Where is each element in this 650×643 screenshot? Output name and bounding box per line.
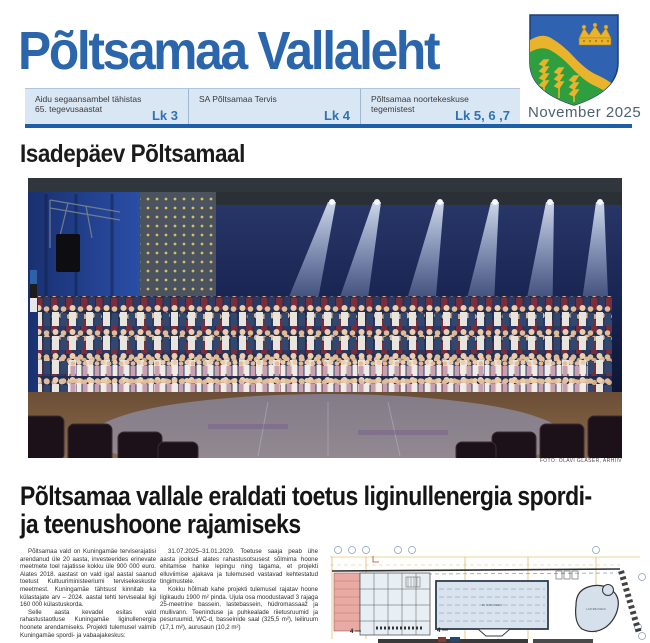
plan-mark: 4 <box>437 628 441 634</box>
teaser-text: Põltsamaa noortekeskuse tegemistest <box>371 94 469 114</box>
stage-speaker <box>56 234 80 272</box>
technical-rooms-block <box>334 573 360 631</box>
teaser-text: Aidu segaansambel tähistas 65. tegevusaastat <box>35 94 142 114</box>
newspaper-title: Põltsamaa Vallaleht <box>18 21 439 81</box>
body-paragraph: Selle aasta kevadel esitas vald rahastustaotluse Kuningamäe liginullenergia hoonete arendamiseks. Projekti tulemusel valmib Kuningamäe spordi- ja vabaajakeskus: <box>20 608 156 639</box>
article2-headline-line2: ja teenushoone rajamiseks <box>20 509 301 539</box>
main-pool <box>436 581 548 636</box>
floor-plan-figure <box>318 543 650 643</box>
body-paragraph: 31.07.2025–31.01.2029. Toetuse saaja peab ühe aasta jooksul alates rahastusotsusest sõlmima hoone ehitamise hanke lepingu ning tagama, et projekti elluviimise ajakava ja tulemused vastavad kehtestatud tingimustele. <box>160 548 318 586</box>
front-page-teaser-strip <box>25 88 520 125</box>
article1-headline: Isadepäev Põltsamaal <box>20 140 245 168</box>
photo-credit: FOTO: OLAVI GLASER, ARHIIV <box>539 458 622 464</box>
body-paragraph: Kokku hõlmab kahe projekti tulemusel rajatav hoone ligikaudu 1900 m² pinda. Ujula osa moodustavad 3 rajaga 25-meetrine bassein, lastebassein, hüdromassaaž ja mullivann. Teeninduse ja puhkealade riietusruumid ja pesuruumid, WC-d, basseinide saal (325,5 m²), leiliruum (17,1 m²), aurusaun (10,2 m²) <box>160 585 318 631</box>
kids-pool-label: LASTEBASSEIN <box>586 608 606 611</box>
teaser-page-ref: Lk 3 <box>151 108 178 123</box>
teaser-page-ref: Lk 4 <box>323 108 350 123</box>
masthead-rule <box>25 124 632 128</box>
crowd-on-stage <box>38 296 612 400</box>
estonian-flag <box>30 270 37 312</box>
group-photo <box>28 178 622 458</box>
article2-column-2 <box>160 548 318 632</box>
plan-mark: 4 <box>350 629 354 635</box>
teaser-page-ref: Lk 5, 6 ,7 <box>455 108 510 123</box>
issue-date: November 2025 <box>528 104 642 121</box>
teaser-item <box>360 89 520 125</box>
article2-headline-line1: Põltsamaa vallale eraldati toetus liginullenergia spordi- <box>20 481 592 511</box>
group-photo-illustration <box>28 178 622 458</box>
pool-label: 25 M BASSEIN <box>481 603 503 607</box>
teaser-item <box>188 89 360 125</box>
teaser-item <box>25 89 188 125</box>
teaser-text: SA Põltsamaa Tervis <box>199 94 277 104</box>
municipal-coat-of-arms-icon <box>527 12 621 108</box>
service-rooms-block <box>360 573 430 635</box>
article2-column-1 <box>20 548 156 639</box>
body-paragraph: Põltsamaa vald on Kuningamäe terviserajatisi arendanud üle 20 aasta, investeerides erinevate meetmete toel rajatisse kokku üle 900 000 euro. Alates 2018. aastast on vald igal aastal saanud toetust Kultuuriministeeriumi tervisekeskuste meetmest. Kuningamäe tähtsust kinnitab ka külastajate arv – 2024. aastal tehti tervisealal ligi 160 000 külastuskorda. <box>20 548 156 609</box>
